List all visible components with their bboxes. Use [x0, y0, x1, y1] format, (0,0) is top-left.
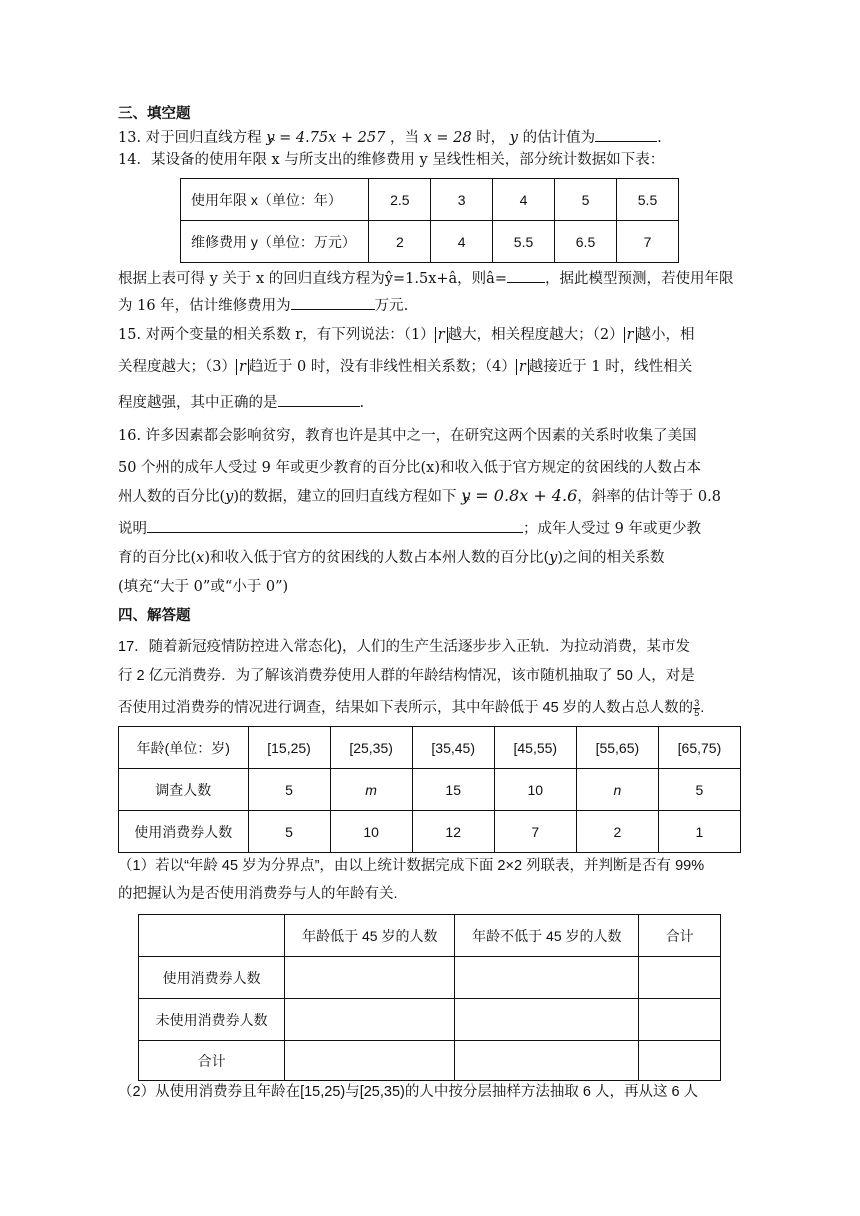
q14-line1: [118, 268, 733, 289]
q14-cell: 5.5: [493, 221, 555, 263]
q17-t2-row-label: 合计: [139, 1041, 285, 1081]
q16-line6: (填充“大于 0”或“小于 0”): [118, 579, 289, 595]
q14-cell: 4: [431, 221, 493, 263]
q16-line2: 50 个州的成年人受过 9 年或更少教育的百分比(x)和收入低于官方规定的贫困线的人数占本: [118, 460, 701, 476]
q17-t2-header: 年龄低于 45 岁的人数: [285, 915, 455, 957]
q17-line2: 行 2 亿元消费券．为了解该消费券使用人群的年龄结构情况，该市随机抽取了 50 人，对是: [118, 668, 695, 684]
q15-l2-c: 越接近于 1 时，线性相关: [528, 359, 693, 375]
q17-t2-header: [139, 915, 285, 957]
q17-t2-input-cell[interactable]: [285, 1041, 455, 1081]
q17-t2-input-cell[interactable]: [639, 957, 721, 999]
q14-cell: 2.5: [369, 179, 431, 221]
question-14-intro: 14．某设备的使用年限 x 与所支出的维修费用 y 呈线性相关，部分统计数据如下表：: [118, 152, 665, 168]
section-3-title: 三、填空题: [118, 106, 191, 122]
question-13: [118, 127, 662, 148]
q13-equation: y = 4.75x + 257: [266, 130, 386, 146]
q17-contingency-table: [138, 914, 721, 1081]
q16-line3: [118, 486, 721, 507]
q14-cell: 5: [555, 179, 617, 221]
q14-cell: 4: [493, 179, 555, 221]
q15-l1-c: 越小，相: [636, 327, 695, 343]
q13-tail: 的估计值为: [522, 130, 596, 146]
q13-post: 时，: [476, 130, 506, 146]
q15-l2-a: 关程度越大；（3）: [118, 359, 236, 375]
q14-row2-label: 维修费用 y（单位：万元）: [181, 221, 369, 263]
q16-l3-c: ，斜率的估计等于 0.8: [577, 489, 721, 505]
q16-var-y: y: [225, 489, 234, 505]
abs-r-symbol: r: [236, 359, 249, 375]
q17-line1: 17．随着新冠疫情防控进入常态化)，人们的生产生活逐步步入正轨．为拉动消费，某市发: [118, 639, 690, 655]
q17-t1-cell: n: [576, 769, 658, 811]
q16-line4: [118, 518, 701, 539]
q16-l4-a: 说明: [118, 521, 147, 537]
abs-r-symbol: r: [516, 359, 529, 375]
q17-part2-line1: （2）从使用消费券且年龄在[15,25)与[25,35)的人中按分层抽样方法抽取 6 人，再从这 6 人: [118, 1084, 699, 1100]
q13-end: .: [657, 130, 662, 146]
q17-t1-row-label: 调查人数: [119, 769, 249, 811]
q15-line3: [118, 392, 364, 413]
q17-t2-input-cell[interactable]: [455, 999, 639, 1041]
q17-t1-header: [65,75): [658, 727, 740, 769]
q16-line1: 16. 许多因素都会影响贫穷，教育也许是其中之一，在研究这两个因素的关系时收集了美国: [118, 428, 697, 444]
q17-t2-input-cell[interactable]: [455, 1041, 639, 1081]
q16-l3-b: )的数据，建立的回归直线方程如下: [233, 489, 457, 505]
q16-var-y: y: [549, 550, 558, 566]
q14-a-hat-blank[interactable]: [507, 268, 545, 283]
q14-cost-blank[interactable]: [291, 295, 375, 310]
q14-cell: 5.5: [617, 179, 679, 221]
q15-line2: [118, 357, 692, 377]
q14-row1-label: 使用年限 x（单位：年）: [181, 179, 369, 221]
q15-l1-a: 15. 对两个变量的相关系数 r，有下列说法：（1）: [118, 327, 435, 343]
q14-line2-a: 为 16 年，估计维修费用为: [118, 298, 291, 314]
q16-l5-a: 育的百分比(: [118, 550, 197, 566]
q17-t1-header: [55,65): [576, 727, 658, 769]
q13-answer-blank[interactable]: [595, 127, 657, 142]
q17-t1-header: [25,35): [330, 727, 412, 769]
q17-t1-header: [45,55): [494, 727, 576, 769]
abs-r-symbol: r: [624, 327, 637, 343]
q17-t1-cell: 10: [330, 811, 412, 853]
q14-data-table: [180, 178, 679, 263]
q14-line1-b: ，据此模型预测，若使用年限: [544, 271, 734, 287]
q17-l3-text: 否使用过消费券的情况进行调查，结果如下表所示，其中年龄低于 45 岁的人数占总人数的: [118, 700, 694, 716]
q17-t1-cell: m: [330, 769, 412, 811]
q17-t1-row-label: 使用消费券人数: [119, 811, 249, 853]
q17-t1-cell: 10: [494, 769, 576, 811]
q16-l3-a: 州人数的百分比(: [118, 489, 226, 505]
q17-t2-input-cell[interactable]: [639, 999, 721, 1041]
q17-t2-row-label: 未使用消费券人数: [139, 999, 285, 1041]
q14-line2: [118, 295, 408, 316]
q16-l5-b: )和收入低于官方的贫困线的人数占本州人数的百分比(: [204, 550, 550, 566]
q17-t1-header: 年龄(单位：岁): [119, 727, 249, 769]
q17-part1-line1: （1）若以“年龄 45 岁为分界点”，由以上统计数据完成下面 2×2 列联表，并判断是否有 99%: [118, 858, 705, 874]
q14-cell: 6.5: [555, 221, 617, 263]
q17-line3: [118, 698, 704, 718]
q16-equation: y = 0.8x + 4.6: [461, 486, 578, 505]
q13-var: y: [509, 130, 518, 146]
q17-t1-cell: 2: [576, 811, 658, 853]
q17-t1-cell: 7: [494, 811, 576, 853]
q17-t1-header: [35,45): [412, 727, 494, 769]
q17-t2-row-label: 使用消费券人数: [139, 957, 285, 999]
q16-var-x: x: [196, 550, 205, 566]
q13-mid: ，当: [389, 130, 419, 146]
q17-t1-header: [15,25): [248, 727, 330, 769]
q16-l4-b: ；成年人受过 9 年或更少教: [523, 521, 701, 537]
q15-l3-a: 程度越强，其中正确的是: [118, 395, 278, 411]
q15-line1: [118, 325, 695, 345]
q17-t2-header: 年龄不低于 45 岁的人数: [455, 915, 639, 957]
fraction-three-fifths: $\frac{3}{5}$: [694, 697, 700, 718]
q17-t2-input-cell[interactable]: [285, 999, 455, 1041]
q14-line2-b: 万元.: [374, 298, 409, 314]
q14-cell: 2: [369, 221, 431, 263]
q15-answer-blank[interactable]: [278, 392, 360, 407]
q14-line1-a: 根据上表可得 y 关于 x 的回归直线方程为ŷ=1.5x+â，则â=: [118, 271, 507, 287]
q14-cell: 7: [617, 221, 679, 263]
q17-t2-input-cell[interactable]: [455, 957, 639, 999]
q14-cell: 3: [431, 179, 493, 221]
q13-prefix: 13. 对于回归直线方程: [118, 130, 262, 146]
q15-l2-b: 趋近于 0 时，没有非线性相关系数；（4）: [248, 359, 516, 375]
q17-t1-cell: 15: [412, 769, 494, 811]
q16-slope-blank[interactable]: [147, 518, 523, 533]
section-4-title: 四、解答题: [118, 608, 191, 624]
abs-r-symbol: r: [435, 327, 448, 343]
q16-l5-c: )之间的相关系数: [557, 550, 665, 566]
q15-l3-b: .: [359, 395, 365, 411]
q17-t1-cell: 5: [658, 769, 740, 811]
q17-t1-cell: 12: [412, 811, 494, 853]
q17-age-table: [118, 726, 741, 853]
q17-t1-cell: 5: [248, 769, 330, 811]
q15-l1-b: 越大，相关程度越大；（2）: [447, 327, 624, 343]
q13-condition: x = 28: [423, 130, 472, 146]
q17-t1-cell: 5: [248, 811, 330, 853]
q17-t2-header: 合计: [639, 915, 721, 957]
q17-l3-end: .: [700, 700, 705, 716]
q17-t2-input-cell[interactable]: [285, 957, 455, 999]
q17-t1-cell: 1: [658, 811, 740, 853]
q16-line5: [118, 548, 665, 568]
q17-t2-input-cell[interactable]: [639, 1041, 721, 1081]
q17-part1-line2: 的把握认为是否使用消费券与人的年龄有关.: [118, 886, 398, 902]
